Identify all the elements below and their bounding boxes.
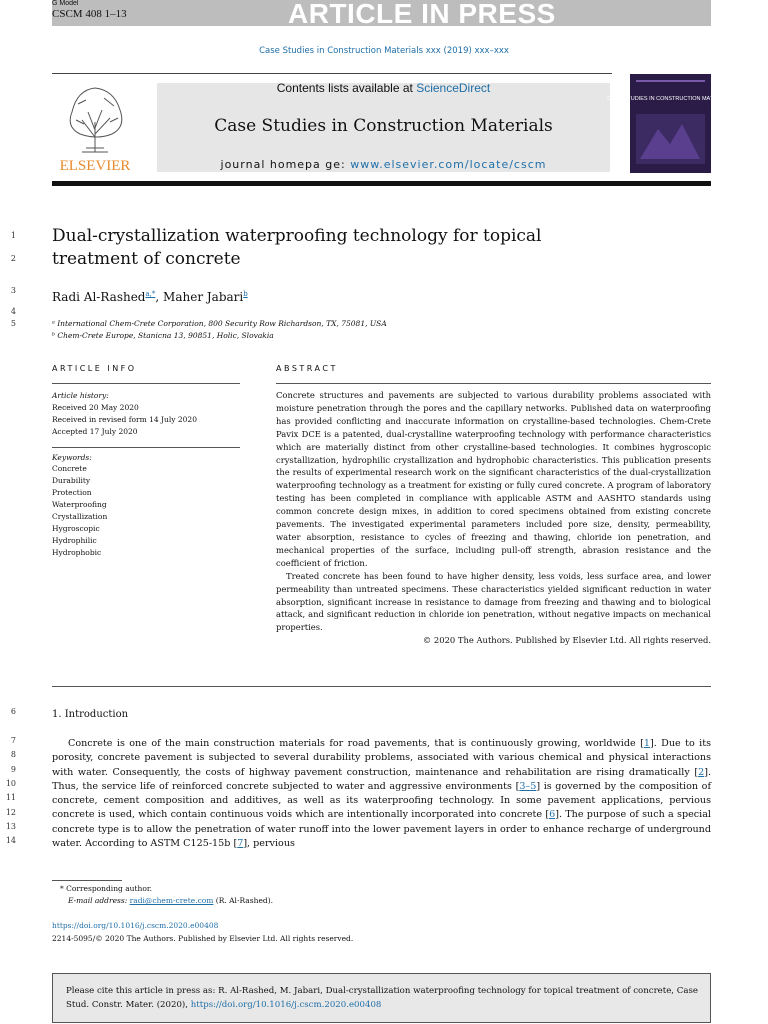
author-list [52,290,248,304]
line-number: 11 [5,793,16,802]
doi-link[interactable]: https://doi.org/10.1016/j.cscm.2020.e00408 [52,921,219,930]
keyword: Durability [52,476,91,485]
date-revised: Received in revised form 14 July 2020 [52,415,197,424]
intro-text: ], pervious [243,838,295,850]
intro-text: Concrete is one of the main construction materials for road pavements, that is continuously growing, worldwide [ [68,738,644,749]
author-name: Radi Al-Rashed [52,290,146,304]
journal-title: Case Studies in Construction Materials [214,116,553,136]
contents-line [157,81,610,95]
date-received: Received 20 May 2020 [52,403,139,412]
sciencedirect-link[interactable]: ScienceDirect [416,81,491,95]
elsevier-tree-logo [52,82,138,174]
cover-title: CASE STUDIES IN CONSTRUCTION MATERIALS [607,96,733,102]
citation-link[interactable]: 7 [237,838,244,850]
keyword: Crystallization [52,512,108,521]
line-number: 1 [10,231,16,240]
email-suffix: (R. Al-Rashed). [213,896,273,905]
contents-prefix: Contents lists available at [276,81,413,95]
article-info-heading: ARTICLE INFO [52,364,137,373]
introduction-paragraph [52,737,711,851]
keyword: Waterproofing [52,500,107,509]
line-number: 6 [10,707,16,716]
line-number: 12 [5,808,16,817]
article-title [52,225,652,271]
introduction-body [52,737,711,851]
intro-text: ]. Due to its porosity, concrete pavement is subjected to several durability problems, associated with various chemical and physical interactions with water. Consequently, the costs of highway pavement construction, maintenance and rehabilitation are rising dramatically [ [52,738,712,778]
line-number: 8 [10,750,16,759]
intro-text: ]. The purpose of such a special concrete type is to allow the penetration of water runoff into the lower pavement layers in order to enhance recharge of underground water. According to ASTM C125-15b [ [52,809,711,850]
issn-copyright: 2214-5095/© 2020 The Authors. Published by Elsevier Ltd. All rights reserved. [52,934,354,943]
title-line-2: treatment of concrete [52,249,241,269]
line-number: 9 [10,765,16,774]
citation-doi-link[interactable]: https://doi.org/10.1016/j.cscm.2020.e00408 [190,1000,382,1010]
section-heading-introduction: 1. Introduction [52,709,129,720]
email-note [68,896,273,905]
keyword: Concrete [52,464,87,473]
line-number: 2 [10,254,16,263]
abstract-divider [276,383,711,384]
history-label: Article history: [52,391,109,400]
header-divider [52,73,612,74]
date-accepted: Accepted 17 July 2020 [52,427,138,436]
citation-text [66,984,698,1012]
line-number: 4 [10,307,16,316]
line-number: 13 [5,822,16,831]
abstract-paragraph-1: Concrete structures and pavements are subjected to various durability problems associated with moisture penetration through the pores and the capillary networks. Published data on waterproofing has provided conflicting and inaccurate information on crystalline-based technologies. Chem-Crete Pavix DCE is a patented, dual-crystalline waterproofing technology with performance characteristics which are materially distinct from other crystalline-based technologies. It combines hygroscopic crystallization, hydrophilic crystallization and hydrophobic characteristics. This publication presents the results of experimental research work on the significant characteristics of the dual-crystallization waterproofing technology as a treatment for existing or fully cured concrete. A program of laboratory testing has been completed in compliance with applicable ASTM and AASHTO standards using common concrete design mixes, in addition to cored specimens obtained from existing concrete pavements. The investigated experimental parameters included pore size, density, permeability, water absorption, resistance to cycles of freezing and thawing, chloride ion penetration, and mechanical properties of the surface, including pull-off strength, abrasion resistance and the coefficient of friction. [276,390,711,568]
keyword: Protection [52,488,92,497]
keywords-label: Keywords: [52,453,92,462]
homepage-prefix: journal homepa ge: [220,158,346,171]
email-label: E-mail address: [68,896,128,905]
author-separator: , [155,290,164,304]
keyword: Hydrophilic [52,536,97,545]
journal-cover-image [607,74,733,173]
article-history [52,390,197,438]
keyword: Hygroscopic [52,524,100,533]
line-number: 3 [10,286,16,295]
journal-code: CSCM 408 1–13 [52,8,127,20]
elsevier-wordmark: ELSEVIER [59,158,131,174]
keywords-list [52,463,107,559]
abstract-copyright: © 2020 The Authors. Published by Elsevier Ltd. All rights reserved. [422,635,711,646]
intro-text: ]. Thus, the service life of reinforced concrete subjected to water and aggressive environments [ [52,766,711,792]
author-name: Maher Jabari [163,290,244,304]
abstract-body [276,389,711,647]
line-number: 5 [10,319,16,328]
abstract-end-divider [52,686,711,687]
abstract-heading: ABSTRACT [276,364,338,373]
footnote-divider [52,880,122,881]
keywords-divider [52,447,240,448]
homepage-link[interactable]: www.elsevier.com/locate/cscm [350,158,547,171]
citation-link[interactable]: 3–5 [519,780,537,792]
citation-link[interactable]: 6 [549,809,556,821]
email-link[interactable]: radi@chem-crete.com [129,896,214,905]
line-number: 14 [5,836,16,845]
affiliation-a: ᵃ International Chem-Crete Corporation, 800 Security Row Richardson, TX, 75081, USA [52,319,387,328]
abstract-paragraph-2: Treated concrete has been found to have higher density, less voids, less surface area, and lower permeability than untreated specimens. These characteristics yielded significant reduction in water absorption, significant increase in resistance to damage from freezing and thawing and to biological attack, and significant reduction in chloride ion penetration, without negative impacts on mechanical properties. [276,570,711,633]
journal-reference: Case Studies in Construction Materials xxx (2019) xxx–xxx [259,46,509,56]
author-affiliation-link[interactable]: a,* [145,290,156,298]
line-number: 10 [5,779,16,788]
citation-link[interactable]: 1 [643,738,650,749]
citation-link[interactable]: 2 [698,766,705,778]
author-affiliation-link[interactable]: b [243,290,248,298]
journal-homepage [157,158,610,171]
title-line-1: Dual-crystallization waterproofing technology for topical [52,226,542,246]
header-thick-rule [52,181,711,186]
citation-body: Please cite this article in press as: R. Al-Rashed, M. Jabari, Dual-crystallization waterproofing technology for topical treatment of concrete, Case Stud. Constr. Mater. (2020), [66,986,698,1010]
keyword: Hydrophobic [52,548,102,557]
corresponding-author-note: * Corresponding author. [60,884,153,893]
model-label: G Model [52,0,79,7]
line-number: 7 [10,736,16,745]
affiliation-b: ᵇ Chem-Crete Europe, Stanicna 13, 90851, Holic, Slovakia [52,331,274,340]
intro-text: ] is governed by the composition of concrete, cement composition and additives, as well as its waterproofing technology. In some pavement applications, pervious concrete is used, which contain continuous voids which are intentionally incorporated into concrete [ [52,780,712,821]
info-divider [52,383,240,384]
banner-text: ARTICLE IN PRESS [288,0,556,29]
